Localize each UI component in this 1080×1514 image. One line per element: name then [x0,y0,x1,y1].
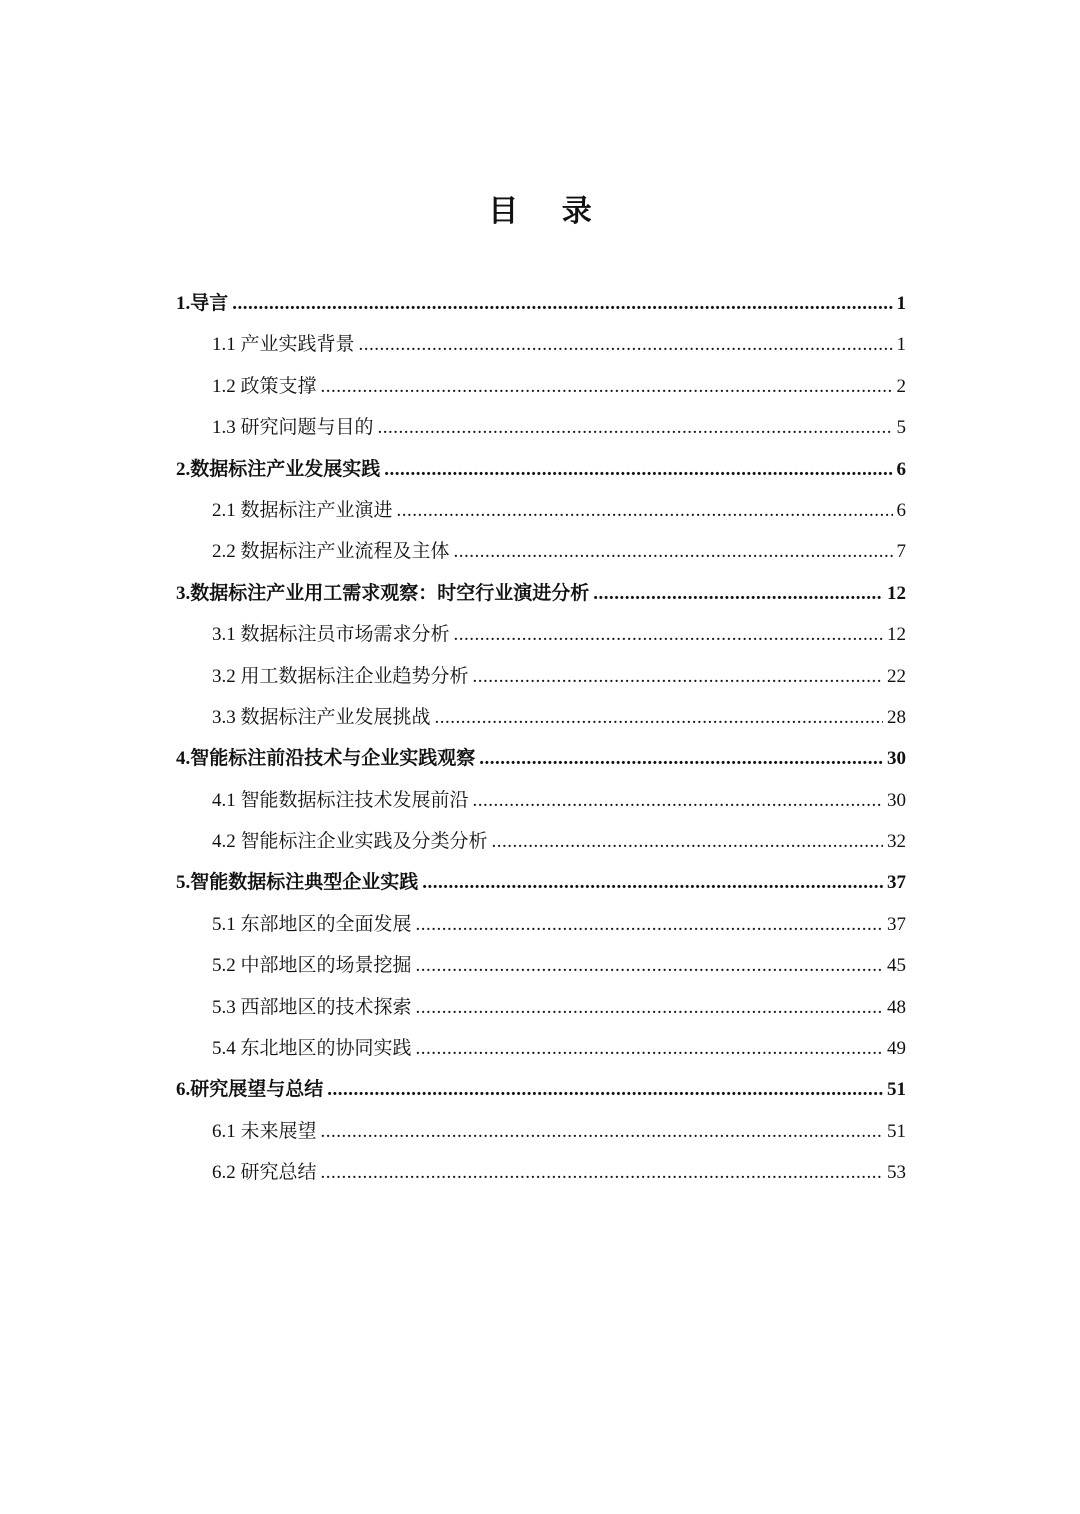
toc-entry-label: 4.2 智能标注企业实践及分类分析 [212,831,488,853]
page-title: 目 录 [488,195,610,228]
toc-section-5-1[interactable] [176,904,906,945]
toc-page-number: 30 [887,789,906,811]
toc-section-3-3[interactable] [176,697,906,738]
toc-section-1-2[interactable] [176,366,906,407]
toc-section-2-1[interactable] [176,490,906,531]
toc-section-6-1[interactable] [176,1111,906,1152]
toc-entry-label: 5.3 西部地区的技术探索 [212,996,412,1018]
toc-entry-label: 5.1 东部地区的全面发展 [212,913,412,935]
toc-entry-label: 2.2 数据标注产业流程及主体 [212,541,450,563]
toc-page-number: 32 [887,831,906,853]
toc-leader-dots [435,697,883,738]
toc-page-number: 45 [887,955,906,977]
toc-leader-dots [593,573,883,614]
toc-entry-label: 1.3 研究问题与目的 [212,417,374,439]
toc-leader-dots [422,862,883,903]
toc-entry-label: 5.智能数据标注典型企业实践 [176,872,419,894]
toc-page-number: 1 [896,293,906,314]
toc-leader-dots [454,614,883,655]
toc-page-number: 6 [896,458,906,480]
toc-entry-label: 1.导言 [176,293,229,314]
toc-leader-dots [397,490,893,531]
toc-page-number: 22 [887,665,906,687]
toc-section-3-2[interactable] [176,656,906,697]
toc-page-number: 2 [896,375,906,397]
toc-chapter-2[interactable] [176,449,906,490]
toc-entry-label: 3.2 用工数据标注企业趋势分析 [212,665,469,687]
toc-leader-dots [327,1069,883,1110]
toc-section-2-2[interactable] [176,531,906,572]
toc-leader-dots [321,366,893,407]
toc-leader-dots [232,283,892,324]
toc-entry-label: 4.智能标注前沿技术与企业实践观察 [176,748,476,770]
toc-entry-label: 2.数据标注产业发展实践 [176,458,381,480]
toc-page-number: 37 [887,872,906,894]
toc-section-4-1[interactable] [176,780,906,821]
toc-page-number: 6 [896,499,906,521]
toc-leader-dots [454,531,893,572]
toc-leader-dots [321,1111,883,1152]
toc-entry-label: 1.1 产业实践背景 [212,334,355,356]
toc-entry-label: 5.2 中部地区的场景挖掘 [212,955,412,977]
toc-page-number: 28 [887,706,906,728]
toc-page-number: 5 [896,417,906,439]
toc-entry-label: 3.1 数据标注员市场需求分析 [212,624,450,646]
toc-entry-label: 6.2 研究总结 [212,1162,317,1184]
toc-section-6-2[interactable] [176,1152,906,1193]
toc-leader-dots [384,449,892,490]
toc-entry-label: 1.2 政策支撑 [212,375,317,397]
toc-page-number: 49 [887,1038,906,1060]
toc-leader-dots [416,945,883,986]
toc-section-3-1[interactable] [176,614,906,655]
toc-page-number: 48 [887,996,906,1018]
toc-leader-dots [321,1152,883,1193]
toc-page-number: 30 [887,748,906,770]
toc-page-number: 1 [896,334,906,356]
toc-section-4-2[interactable] [176,821,906,862]
toc-leader-dots [479,738,883,779]
toc-page-number: 7 [896,541,906,563]
toc-entry-label: 2.1 数据标注产业演进 [212,499,393,521]
table-of-contents [176,283,906,1194]
toc-chapter-5[interactable] [176,862,906,903]
toc-chapter-6[interactable] [176,1069,906,1110]
toc-leader-dots [473,656,883,697]
toc-chapter-1[interactable] [176,283,906,324]
toc-leader-dots [359,324,893,365]
toc-entry-label: 3.3 数据标注产业发展挑战 [212,706,431,728]
toc-entry-label: 5.4 东北地区的协同实践 [212,1038,412,1060]
toc-page-number: 12 [887,582,906,604]
toc-section-5-2[interactable] [176,945,906,986]
toc-leader-dots [492,821,883,862]
toc-section-1-1[interactable] [176,324,906,365]
toc-entry-label: 6.1 未来展望 [212,1120,317,1142]
toc-page-number: 12 [887,624,906,646]
toc-leader-dots [378,407,893,448]
toc-entry-label: 3.数据标注产业用工需求观察：时空行业演进分析 [176,582,590,604]
toc-section-5-3[interactable] [176,987,906,1028]
toc-page-number: 37 [887,913,906,935]
toc-leader-dots [416,987,883,1028]
toc-entry-label: 6.研究展望与总结 [176,1079,324,1101]
toc-chapter-3[interactable] [176,573,906,614]
toc-page-number: 51 [887,1079,906,1101]
toc-leader-dots [416,904,883,945]
toc-page-number: 53 [887,1162,906,1184]
toc-entry-label: 4.1 智能数据标注技术发展前沿 [212,789,469,811]
toc-leader-dots [416,1028,883,1069]
toc-section-5-4[interactable] [176,1028,906,1069]
toc-chapter-4[interactable] [176,738,906,779]
toc-page-number: 51 [887,1120,906,1142]
toc-section-1-3[interactable] [176,407,906,448]
toc-leader-dots [473,780,883,821]
